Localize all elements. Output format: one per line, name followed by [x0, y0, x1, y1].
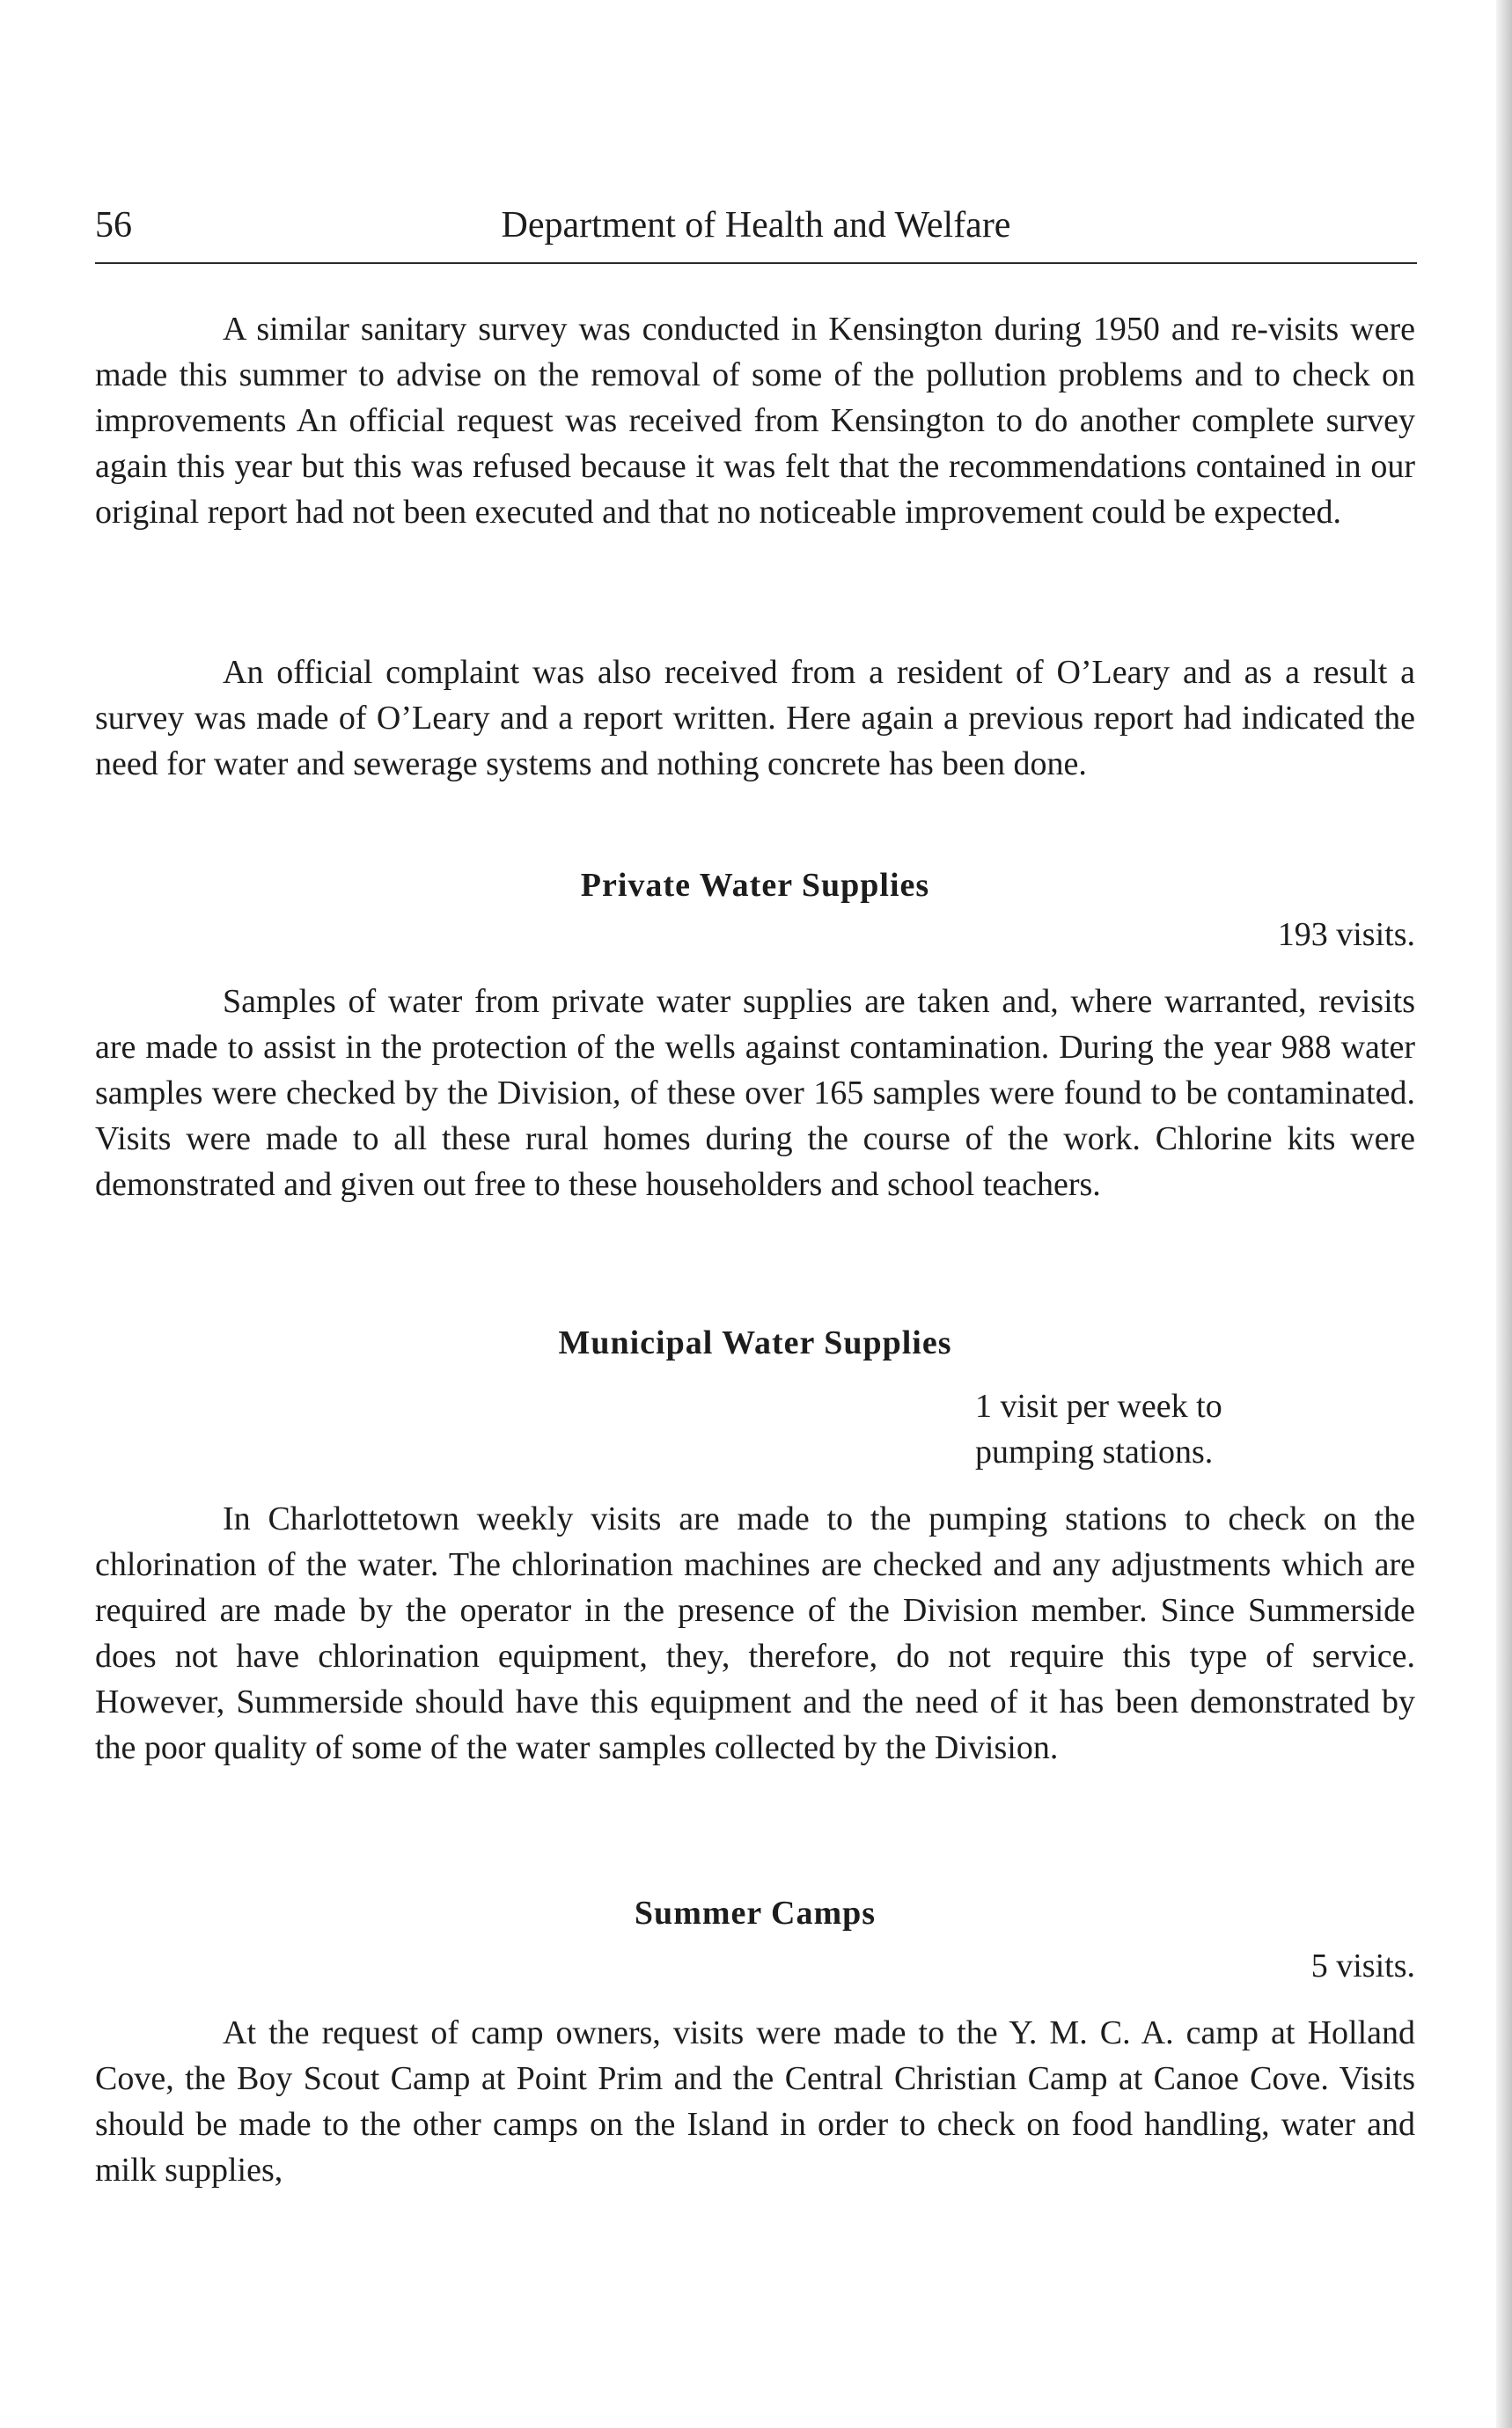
page-header — [95, 204, 1417, 257]
visits-private-water: 193 visits. — [1277, 916, 1415, 953]
heading-summer-camps: Summer Camps — [634, 1895, 877, 1932]
page-number: 56 — [95, 205, 132, 246]
paragraph-oleary: An official complaint was also received from a resident of O’Leary and as a result a survey was made of O’Leary and a report written. Here again a previous report had indicated the need for water and sewerage systems and nothing concrete has been done. — [95, 654, 1415, 782]
heading-municipal-water-supplies: Municipal Water Supplies — [558, 1324, 952, 1361]
heading-private-water-supplies: Private Water Supplies — [580, 867, 930, 904]
paragraph-kensington: A similar sanitary survey was conducted in Kensington during 1950 and re-visits were made this summer to advise on the removal of some of the pollution problems and to check on improvements An official request was received from Kensington to do another complete survey again this year but this was refused because it was felt that the recommendations contained in our original report had not been executed and that no noticeable improvement could be expected. — [95, 311, 1415, 531]
paragraph-private-water: Samples of water from private water supplies are taken and, where warranted, revisits are made to assist in the protection of the wells against contamination. During the year 988 water samples were checked by the Division, of these over 165 samples were found to be contaminated. Visits were made to all these rural homes during the course of the work. Chlorine kits were demonstrated and given out free to these householders and school teachers. — [95, 983, 1415, 1203]
visits-municipal-line-1: 1 visit per week to — [975, 1388, 1222, 1425]
paragraph-municipal-water: In Charlottetown weekly visits are made to the pumping stations to check on the chlorination of the water. The chlorination machines are checked and any adjustments which are required are made by the operator in the presence of the Division member. Since Summerside does not have chlorination equipment, they, therefore, do not require this type of service. However, Summerside should have this equipment and the need of it has been demonstrated by the poor quality of some of the water samples collected by the Division. — [95, 1500, 1415, 1766]
running-title: Department of Health and Welfare — [501, 205, 1011, 246]
visits-municipal-line-2: pumping stations. — [975, 1434, 1214, 1471]
header-rule — [95, 262, 1417, 264]
page-edge — [1496, 0, 1512, 2428]
visits-summer-camps: 5 visits. — [1310, 1948, 1415, 1984]
paragraph-summer-camps: At the request of camp owners, visits were made to the Y. M. C. A. camp at Holland Cove, the Boy Scout Camp at Point Prim and the Central Christian Camp at Canoe Cove. Visits should be made to the other camps on the Island in order to check on food handling, water and milk supplies, — [95, 2014, 1415, 2189]
